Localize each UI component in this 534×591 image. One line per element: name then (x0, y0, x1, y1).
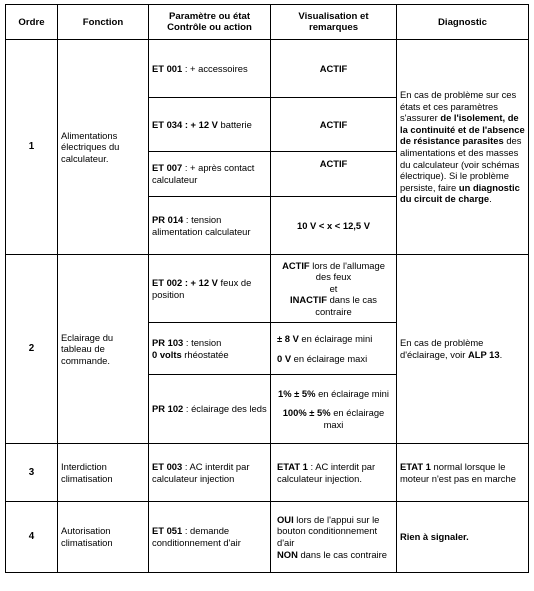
diagnostic-cell: En cas de problème sur ces états et ces paramètres s'assurer de l'isolement, de la continuité et de l'absence de résistance parasites des alimentations et des masses du calculateur (voir schémas électrique). Si le problème persiste, faire un diagnostic du circuit de charge. (397, 40, 529, 255)
visualisation-cell: OUI lors de l'appui sur le bouton conditionnement d'air NON dans le cas contraire (271, 502, 397, 573)
header-diagnostic: Diagnostic (397, 5, 529, 40)
fonction-cell: Alimentations électriques du calculateur. (58, 40, 149, 255)
table-row (6, 40, 529, 98)
parametre-cell: ET 001 : + accessoires (149, 40, 271, 98)
diagnostic-cell: ETAT 1 normal lorsque le moteur n'est pas en marche (397, 444, 529, 502)
table-row (6, 444, 529, 502)
parametre-cell: PR 102 : éclairage des leds (149, 375, 271, 444)
parametre-cell: PR 103 : tension 0 volts rhéostatée (149, 323, 271, 375)
header-parametre: Paramètre ou état Contrôle ou action (149, 5, 271, 40)
diagnostic-cell: Rien à signaler. (397, 502, 529, 573)
diagnostic-cell: En cas de problème d'éclairage, voir ALP 13. (397, 255, 529, 444)
parametre-cell: ET 003 : AC interdit par calculateur injection (149, 444, 271, 502)
parametre-cell: ET 002 : + 12 V feux de position (149, 255, 271, 323)
visualisation-cell: ACTIF (271, 152, 397, 197)
table-header-row (6, 5, 529, 40)
diagnostic-table (5, 4, 529, 573)
parametre-cell: ET 051 : demande conditionnement d'air (149, 502, 271, 573)
table-row (6, 255, 529, 323)
ordre-cell: 4 (6, 502, 58, 573)
header-fonction: Fonction (58, 5, 149, 40)
ordre-cell: 3 (6, 444, 58, 502)
fonction-cell: Autorisation climatisation (58, 502, 149, 573)
visualisation-cell: ACTIF (271, 40, 397, 98)
ordre-cell: 1 (6, 40, 58, 255)
visualisation-cell: 10 V < x < 12,5 V (271, 197, 397, 255)
ordre-cell: 2 (6, 255, 58, 444)
parametre-cell: ET 034 : + 12 V batterie (149, 98, 271, 152)
header-ordre: Ordre (6, 5, 58, 40)
header-visualisation: Visualisation et remarques (271, 5, 397, 40)
visualisation-cell: ACTIF (271, 98, 397, 152)
fonction-cell: Eclairage du tableau de commande. (58, 255, 149, 444)
visualisation-cell: ACTIF lors de l'allumage des feux et INACTIF dans le cas contraire (271, 255, 397, 323)
visualisation-cell: ± 8 V en éclairage mini 0 V en éclairage maxi (271, 323, 397, 375)
parametre-cell: ET 007 : + après contact calculateur (149, 152, 271, 197)
parametre-cell: PR 014 : tension alimentation calculateur (149, 197, 271, 255)
table-row (6, 502, 529, 573)
visualisation-cell: ETAT 1 : AC interdit par calculateur injection. (271, 444, 397, 502)
fonction-cell: Interdiction climatisation (58, 444, 149, 502)
visualisation-cell: 1% ± 5% en éclairage mini 100% ± 5% en éclairage maxi (271, 375, 397, 444)
